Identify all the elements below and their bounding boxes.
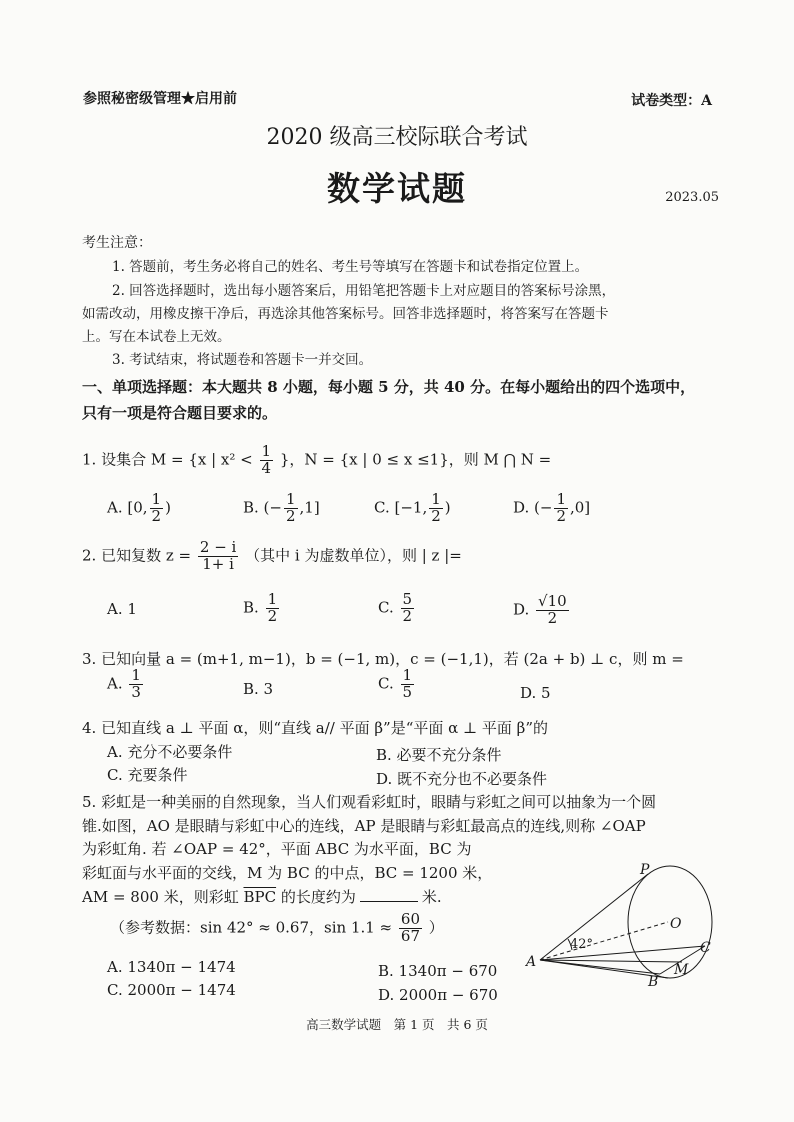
reference-data: （参考数据：sin 42° ≈ 0.67，sin 1.1 ≈ $\frac{60}{67}$ ） bbox=[110, 910, 444, 945]
exam-date: 2023.05 bbox=[665, 190, 719, 205]
q1-option-a: A. [0, $\frac{1}{2}$ ) bbox=[107, 490, 171, 525]
paper-type-label: 试卷类型：A bbox=[631, 93, 712, 109]
line-am bbox=[540, 960, 682, 962]
q5-option-d: D. 2000π − 670 bbox=[378, 986, 498, 1004]
question-3 bbox=[82, 648, 684, 669]
question-text: 已知直线 a ⊥ 平面 α，则“直线 a// 平面 β”是“平面 α ⊥ 平面 β”的 bbox=[101, 719, 549, 737]
q1-option-b: B. (− $\frac{1}{2}$ ,1] bbox=[243, 490, 320, 525]
q4-option-c: C. 充要条件 bbox=[107, 766, 188, 784]
q2-option-a: A. 1 bbox=[107, 600, 137, 618]
confidential-label: 参照秘密级管理★启用前 bbox=[83, 91, 237, 107]
q5-option-b: B. 1340π − 670 bbox=[378, 962, 498, 980]
notice-line-4: 上。写在本试卷上无效。 bbox=[82, 329, 231, 345]
page-footer: 高三数学试题 第 1 页 共 6 页 bbox=[306, 1017, 488, 1032]
fraction: $\frac{2 - i}{1+ i}$ bbox=[199, 538, 237, 573]
line-ac bbox=[540, 946, 705, 960]
question-number: 1. bbox=[82, 450, 97, 469]
q3-option-d: D. 5 bbox=[520, 684, 551, 702]
q1-option-d: D. (− $\frac{1}{2}$ ,0] bbox=[513, 490, 591, 525]
q3-option-c: C. $\frac{1}{5}$ bbox=[378, 666, 413, 701]
question-text: 设集合 M = {x | x² < bbox=[101, 450, 253, 469]
q3-option-a: A. $\frac{1}{3}$ bbox=[107, 666, 141, 701]
notice-line-5: 3. 考试结束，将试题卷和答题卡一并交回。 bbox=[112, 352, 373, 368]
notice-line-3: 如需改动，用橡皮擦干净后，再选涂其他答案标号。回答非选择题时，将答案写在答题卡 bbox=[82, 306, 609, 322]
question-text: 彩虹是一种美丽的自然现象，当人们观看彩虹时，眼睛与彩虹之间可以抽象为一个圆 bbox=[101, 793, 657, 811]
notice-title: 考生注意： bbox=[82, 235, 152, 251]
line-ab bbox=[540, 960, 660, 974]
question-text: （其中 i 为虚数单位），则 | z |= bbox=[245, 546, 462, 565]
q4-option-b: B. 必要不充分条件 bbox=[376, 746, 502, 764]
question-5-line-3: 为彩虹角. 若 ∠OAP = 42°，平面 ABC 为水平面，BC 为 bbox=[82, 840, 472, 858]
q5-option-a: A. 1340π − 1474 bbox=[107, 958, 236, 976]
q1-option-c: C. [−1, $\frac{1}{2}$ ) bbox=[374, 490, 451, 525]
question-5 bbox=[82, 791, 656, 812]
question-text: 已知复数 z = bbox=[101, 546, 192, 565]
q4-option-d: D. 既不充分也不必要条件 bbox=[376, 770, 548, 788]
q2-option-c: C. $\frac{5}{2}$ bbox=[378, 590, 413, 625]
question-number: 5. bbox=[82, 793, 97, 811]
question-4 bbox=[82, 717, 548, 738]
question-text: 已知向量 a = (m+1, m−1)，b = (−1, m)，c = (−1,1)，若 (2a + b) ⊥ c，则 m = bbox=[101, 650, 684, 668]
q4-option-a: A. 充分不必要条件 bbox=[107, 743, 233, 761]
subject-title: 数学试题 bbox=[327, 169, 467, 208]
q2-option-d: D. $\frac{√10}{2}$ bbox=[513, 592, 567, 627]
question-1 bbox=[82, 444, 551, 477]
arc-bpc: $\overline{BPC}$ bbox=[243, 888, 277, 906]
label-m: M bbox=[674, 962, 689, 978]
question-5-line-5: AM = 800 米，则彩虹 $\overline{BPC}$ 的长度约为 米. bbox=[82, 888, 442, 906]
fraction: $\frac{1}{4}$ bbox=[261, 442, 272, 477]
section-1-heading-cont: 只有一项是符合题目要求的。 bbox=[82, 404, 278, 422]
label-o: O bbox=[670, 916, 682, 932]
notice-line-2: 2. 回答选择题时，选出每小题答案后，用铅笔把答题卡上对应题目的答案标号涂黑， bbox=[112, 283, 616, 299]
q5-option-c: C. 2000π − 1474 bbox=[107, 981, 236, 999]
question-5-line-2: 锥.如图，AO 是眼睛与彩虹中心的连线，AP 是眼睛与彩虹最高点的连线,则称 ∠OAP bbox=[82, 817, 646, 835]
label-angle: 42° bbox=[570, 937, 594, 952]
question-2 bbox=[82, 540, 462, 573]
label-c: C bbox=[700, 940, 711, 956]
question-text: }，N = {x | 0 ≤ x ≤1}，则 M ⋂ N = bbox=[279, 450, 552, 469]
answer-blank bbox=[360, 901, 418, 902]
label-b: B bbox=[648, 974, 659, 990]
grade-title: 2020 级高三校际联合考试 bbox=[266, 125, 528, 150]
question-number: 2. bbox=[82, 546, 97, 565]
question-5-line-4: 彩虹面与水平面的交线，M 为 BC 的中点，BC = 1200 米， bbox=[82, 864, 493, 882]
q3-option-b: B. 3 bbox=[243, 680, 274, 698]
label-p: P bbox=[640, 862, 650, 878]
notice-line-1: 1. 答题前，考生务必将自己的姓名、考生号等填写在答题卡和试卷指定位置上。 bbox=[112, 259, 589, 275]
question-number: 4. bbox=[82, 719, 97, 737]
section-1-heading: 一、单项选择题：本大题共 8 小题，每小题 5 分，共 40 分。在每小题给出的四个选项中， bbox=[82, 378, 696, 396]
q2-option-b: B. $\frac{1}{2}$ bbox=[243, 590, 278, 625]
question-number: 3. bbox=[82, 650, 97, 668]
label-a: A bbox=[526, 954, 537, 970]
rainbow-cone-figure bbox=[520, 862, 720, 992]
